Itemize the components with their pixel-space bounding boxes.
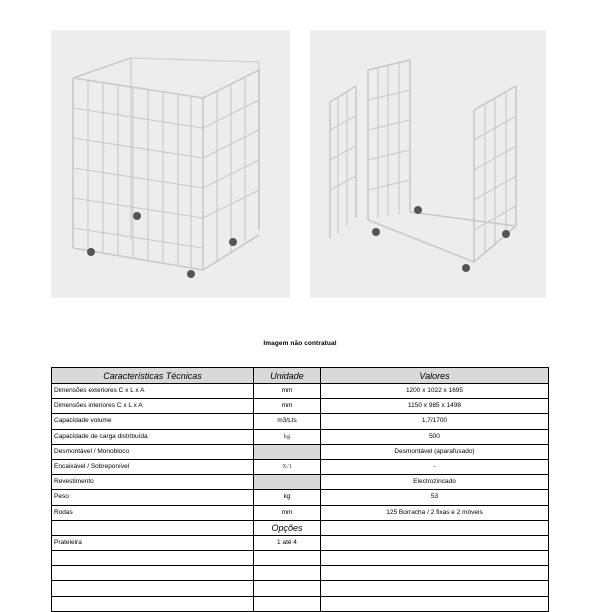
option-row bbox=[52, 581, 549, 596]
row-unit: kg bbox=[254, 429, 321, 444]
row-value: Desmontável (aparafusado) bbox=[321, 444, 549, 459]
row-label: Rodas bbox=[52, 505, 254, 520]
options-header: Opções bbox=[254, 520, 321, 535]
option-value bbox=[321, 581, 549, 596]
row-value: - bbox=[321, 459, 549, 474]
row-label: Revestimento bbox=[52, 475, 254, 490]
product-image-closed-cage bbox=[51, 30, 290, 298]
image-disclaimer: Imagem não contratual bbox=[263, 340, 337, 347]
option-value bbox=[321, 566, 549, 581]
row-value: 1150 x 985 x 1498 bbox=[321, 399, 549, 414]
header-values: Valores bbox=[321, 368, 549, 384]
option-row bbox=[52, 551, 549, 566]
table-row bbox=[52, 384, 549, 399]
option-label bbox=[52, 596, 254, 611]
option-unit: 1 até 4 bbox=[254, 535, 321, 550]
table-header-row bbox=[52, 368, 549, 384]
row-label: Dimensões exteriores C x L x A bbox=[52, 384, 254, 399]
product-image-open-cage bbox=[310, 30, 546, 298]
table-row bbox=[52, 414, 549, 429]
row-label: Capacidade volume bbox=[52, 414, 254, 429]
option-row bbox=[52, 596, 549, 611]
row-unit: mm bbox=[254, 399, 321, 414]
table-row bbox=[52, 475, 549, 490]
row-value: 1200 x 1022 x 1695 bbox=[321, 384, 549, 399]
options-empty-cell bbox=[52, 520, 254, 535]
option-label bbox=[52, 551, 254, 566]
option-label: Prateleira bbox=[52, 535, 254, 550]
option-row bbox=[52, 566, 549, 581]
row-unit bbox=[254, 444, 321, 459]
table-row bbox=[52, 399, 549, 414]
table-row bbox=[52, 490, 549, 505]
row-value: 53 bbox=[321, 490, 549, 505]
options-header-row bbox=[52, 520, 549, 535]
row-unit: mm bbox=[254, 384, 321, 399]
table-row bbox=[52, 444, 549, 459]
option-label bbox=[52, 581, 254, 596]
header-unit: Unidade bbox=[254, 368, 321, 384]
option-value bbox=[321, 596, 549, 611]
table-row bbox=[52, 429, 549, 444]
row-label: Capacidade de carga distribuída bbox=[52, 429, 254, 444]
row-unit bbox=[254, 475, 321, 490]
row-label: Dimensões interiores C x L x A bbox=[52, 399, 254, 414]
row-label: Peso bbox=[52, 490, 254, 505]
option-label bbox=[52, 566, 254, 581]
option-row bbox=[52, 535, 549, 550]
row-label: Encaixável / Sobreponível bbox=[52, 459, 254, 474]
row-value: 125 Borracha / 2 fixas e 2 móveis bbox=[321, 505, 549, 520]
option-unit bbox=[254, 581, 321, 596]
option-value bbox=[321, 535, 549, 550]
header-characteristics: Características Técnicas bbox=[52, 368, 254, 384]
technical-specs-table bbox=[51, 367, 549, 612]
row-value: 1,7/1700 bbox=[321, 414, 549, 429]
row-value: 500 bbox=[321, 429, 549, 444]
options-empty-cell bbox=[321, 520, 549, 535]
option-unit bbox=[254, 566, 321, 581]
option-unit bbox=[254, 551, 321, 566]
table-row bbox=[52, 505, 549, 520]
row-value: Electrozincado bbox=[321, 475, 549, 490]
option-value bbox=[321, 551, 549, 566]
option-unit bbox=[254, 596, 321, 611]
row-unit: kg bbox=[254, 490, 321, 505]
row-unit: mm bbox=[254, 505, 321, 520]
row-unit: X/1 bbox=[254, 459, 321, 474]
row-unit: m3/Lts bbox=[254, 414, 321, 429]
table-row bbox=[52, 459, 549, 474]
row-label: Desmontável / Monobloco bbox=[52, 444, 254, 459]
